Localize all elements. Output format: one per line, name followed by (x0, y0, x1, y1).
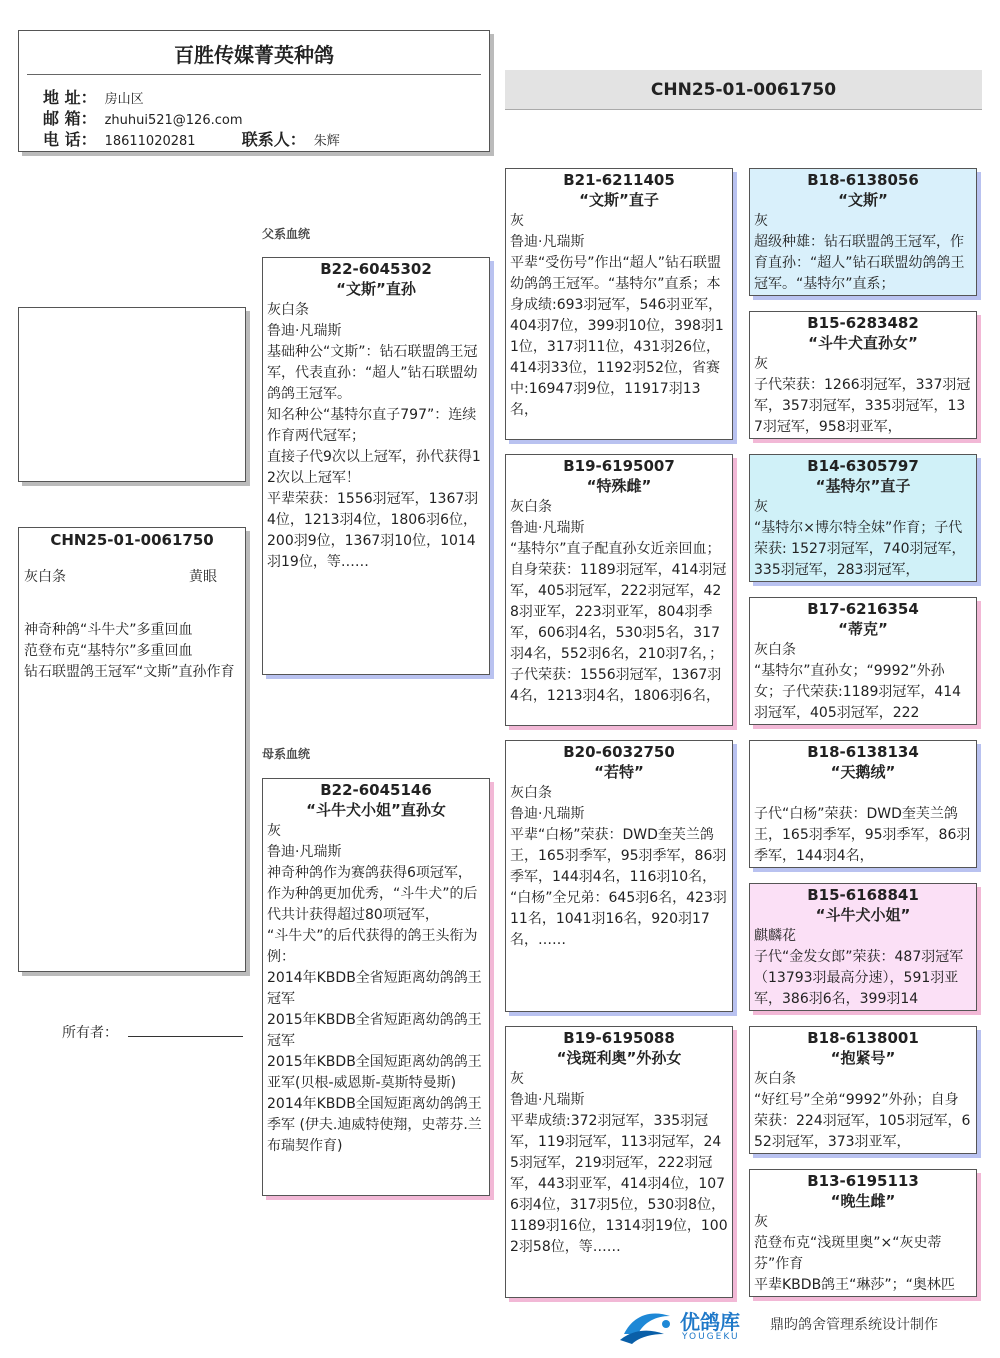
great-grandparent-card (749, 740, 977, 868)
subject-eye: 黄眼 (189, 569, 217, 585)
grandparent-ring: B21-6211405 (563, 171, 675, 189)
pigeon-photo-frame (18, 307, 246, 482)
great-grandparent-card (749, 1026, 977, 1154)
email-value: zhuhui521@126.com (104, 113, 243, 128)
great-grandparent-card (749, 1169, 977, 1297)
great-grandparent-name: “斗牛犬直孙女” (808, 334, 918, 352)
address-label: 地 址： (43, 88, 97, 107)
great-grandparent-name: “蒂克” (838, 620, 888, 638)
great-grandparent-name: “基特尔”直子 (815, 477, 911, 495)
ring-number-title: CHN25-01-0061750 (505, 70, 982, 110)
sire-name: “文斯”直孙 (336, 280, 416, 298)
grandparent-notes: 灰白条 鲁迪·凡瑞斯 平辈“白杨”荣获：DWD奎芙兰鸽王，165羽季军，95羽季军，86羽季军，144羽4名，116羽10名， “白杨”全兄弟：645羽6名，423羽11名，1041羽16名，920羽17名，…… (510, 785, 727, 948)
yougeku-logo (618, 1304, 758, 1346)
email-row (43, 106, 243, 129)
great-grandparent-card (749, 454, 977, 582)
subject-color: 灰白条 (24, 569, 66, 585)
great-grandparent-ring: B15-6168841 (807, 886, 919, 904)
great-grandparent-card (749, 597, 977, 725)
great-grandparent-notes: 灰白条 “基特尔”直孙女；“9992”外孙女；子代荣获:1189羽冠军，414羽冠军，405羽冠军，222 (754, 642, 962, 721)
dam-card (262, 778, 490, 1196)
grandparent-name: “文斯”直子 (579, 191, 659, 209)
grandparent-notes: 灰白条 鲁迪·凡瑞斯 “基特尔”直子配直孙女近亲回血；自身荣获：1189羽冠军，414羽冠军，405羽冠军，222羽冠军，428羽亚军，223羽亚军，804羽季军，606羽4名，530羽5名，317羽4名，552羽6名，210羽7名，；子代荣获：1556羽冠军，1367羽4名，1213羽4名，1806羽6名， (510, 499, 727, 704)
great-grandparent-notes: 灰 子代荣获：1266羽冠军，337羽冠军，357羽冠军，335羽冠军，137羽冠军，958羽亚军， (754, 356, 971, 435)
great-grandparent-name: “晚生雌” (830, 1192, 896, 1210)
footer-credit: 鼎昀鸽舍管理系统设计制作 (770, 1317, 938, 1333)
grandparent-card (505, 454, 733, 726)
great-grandparent-ring: B18-6138056 (807, 171, 919, 189)
address-row (43, 85, 144, 108)
great-grandparent-ring: B17-6216354 (807, 600, 919, 618)
mother-section-label: 母系血统 (262, 747, 311, 761)
grandparent-card (505, 740, 733, 1012)
sire-ring: B22-6045302 (320, 260, 432, 278)
grandparent-card (505, 1026, 733, 1298)
header-divider (27, 74, 481, 75)
great-grandparent-card (749, 168, 977, 296)
pigeon-wave-icon (618, 1304, 678, 1346)
great-grandparent-ring: B14-6305797 (807, 457, 919, 475)
grandparent-name: “特殊雌” (586, 477, 652, 495)
loft-header (18, 30, 490, 152)
grandparent-name: “若特” (594, 763, 644, 781)
phone-value: 18611020281 (104, 134, 196, 149)
great-grandparent-name: “斗牛犬小姐” (815, 906, 911, 924)
grandparent-card (505, 168, 733, 440)
dam-notes: 灰 鲁迪·凡瑞斯 神奇种鸽作为赛鸽获得6项冠军，作为种鸽更加优秀，“斗牛犬”的后代共计获得超过80项冠军， “斗牛犬”的后代获得的鸽王头衔为例： 2014年KBDB全省短距离幼鸽鸽王冠军 2015年KBDB全省短距离幼鸽鸽王冠军 2015年KBDB全国短距离幼鸽鸽王亚军(贝根-威恩斯-莫斯特曼斯) 2014年KBDB全国短距离幼鸽鸽王季军 (伊夫.迪威特使翔，史蒂芬.兰布瑞契作育) (267, 823, 482, 1154)
grandparent-notes: 灰 鲁迪·凡瑞斯 平辈成绩:372羽冠军，335羽冠军，119羽冠军，113羽冠军，245羽冠军，219羽冠军，222羽冠军，443羽亚军，414羽4位，1076羽4位，317羽5位，530羽8位，1189羽16位，1314羽19位，1002羽58位，等…… (510, 1071, 728, 1255)
grandparent-ring: B19-6195007 (563, 457, 675, 475)
grandparent-notes: 灰 鲁迪·凡瑞斯 平辈“受伤号”作出“超人”钻石联盟幼鸽鸽王冠军。“基特尔”直系；本身成绩:693羽冠军，546羽亚军，404羽7位，399羽10位，398羽11位，317羽11位，431羽26位，414羽33位，1192羽52位，省赛中:16947羽9位，11917羽13名， (510, 213, 724, 418)
great-grandparent-name: “抱紧号” (830, 1049, 896, 1067)
contact-value: 朱辉 (313, 134, 340, 149)
loft-title: 百胜传媒菁英种鸽 (174, 43, 334, 67)
contact-label: 联系人： (241, 130, 306, 149)
owner-field (62, 1022, 243, 1042)
sire-notes: 灰白条 鲁迪·凡瑞斯 基础种公“文斯”：钻石联盟鸽王冠军，代表直孙：“超人”钻石联盟幼鸽鸽王冠军。 知名种公“基特尔直子797”：连续作育两代冠军； 直接子代9次以上冠军，孙代获得12次以上冠军！ 平辈荣获：1556羽冠军，1367羽4位，1213羽4位，1806羽6位，200羽9位，1367羽10位，1014羽19位，等…… (267, 302, 481, 570)
great-grandparent-ring: B13-6195113 (807, 1172, 919, 1190)
great-grandparent-ring: B15-6283482 (807, 314, 919, 332)
logo-brand: 优鸽库 (680, 1310, 740, 1334)
dam-ring: B22-6045146 (320, 781, 432, 799)
great-grandparent-notes: 灰 超级种雄：钻石联盟鸽王冠军，作育直孙：“超人”钻石联盟幼鸽鸽王冠军。“基特尔”直系； (754, 213, 965, 292)
father-section-label: 父系血统 (262, 227, 311, 241)
address-value: 房山区 (104, 92, 144, 107)
subject-pigeon-card (18, 527, 246, 972)
great-grandparent-card (749, 883, 977, 1011)
great-grandparent-name: “文斯” (838, 191, 888, 209)
great-grandparent-name: “天鹅绒” (830, 763, 896, 781)
great-grandparent-notes: 子代“白杨”荣获：DWD奎芙兰鸽王，165羽季军，95羽季军，86羽季军，144羽4名， (754, 806, 971, 864)
phone-row (43, 127, 340, 150)
great-grandparent-notes: 麒麟花 子代“金发女郎”荣获：487羽冠军（13793羽最高分速），591羽亚军，386羽6名，399羽14 (754, 928, 964, 1007)
grandparent-ring: B20-6032750 (563, 743, 675, 761)
subject-ring: CHN25-01-0061750 (50, 531, 214, 549)
great-grandparent-ring: B18-6138001 (807, 1029, 919, 1047)
logo-sub: YOUGEKU (682, 1332, 740, 1342)
email-label: 邮 箱： (43, 109, 97, 128)
owner-label: 所有者： (62, 1025, 118, 1041)
phone-label: 电 话： (43, 130, 97, 149)
great-grandparent-notes: 灰 “基特尔×博尔特全妹”作育；子代荣获: 1527羽冠军，740羽冠军，335羽冠军，283羽冠军， (754, 499, 966, 578)
dam-name: “斗牛犬小姐”直孙女 (306, 801, 446, 819)
great-grandparent-ring: B18-6138134 (807, 743, 919, 761)
owner-signature-line (128, 1024, 243, 1037)
grandparent-name: “浅斑利奥”外孙女 (556, 1049, 682, 1067)
great-grandparent-notes: 灰 范登布克“浅斑里奥”×“灰史蒂芬”作育 平辈KBDB鸽王“琳莎”；“奥林匹 (754, 1214, 955, 1293)
great-grandparent-notes: 灰白条 “好红号”全弟“9992”外孙；自身荣获：224羽冠军，105羽冠军，652羽冠军，373羽亚军， (754, 1071, 971, 1150)
great-grandparent-card (749, 311, 977, 439)
grandparent-ring: B19-6195088 (563, 1029, 675, 1047)
subject-notes: 神奇种鸽“斗牛犬”多重回血 范登布克“基特尔”多重回血 钻石联盟鸽王冠军“文斯”直孙作育 (24, 622, 235, 680)
sire-card (262, 257, 490, 675)
